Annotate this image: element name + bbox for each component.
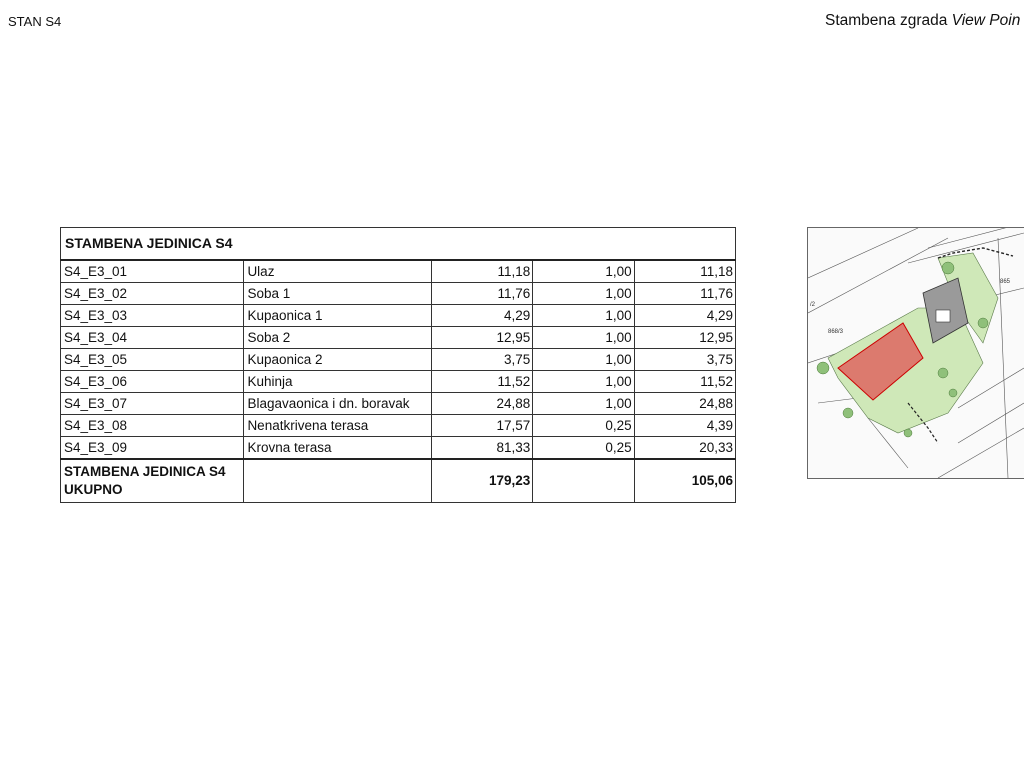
row-code: S4_E3_09: [61, 437, 244, 460]
row-net-area: 4,29: [634, 305, 735, 327]
table-row: [61, 393, 736, 415]
table-row: [61, 371, 736, 393]
row-coefficient: 1,00: [533, 327, 634, 349]
table-row: [61, 415, 736, 437]
total-label-line2: UKUPNO: [64, 482, 123, 497]
building-void: [936, 310, 950, 322]
row-name: Krovna terasa: [244, 437, 432, 460]
row-coefficient: 1,00: [533, 260, 634, 283]
total-net: 105,06: [634, 459, 735, 503]
total-label: [61, 459, 244, 503]
total-label-line1: STAMBENA JEDINICA S4: [64, 464, 226, 479]
total-empty-name: [244, 459, 432, 503]
row-area: 11,18: [431, 260, 532, 283]
row-net-area: 12,95: [634, 327, 735, 349]
site-plan-drawing: [808, 228, 1024, 478]
row-net-area: 3,75: [634, 349, 735, 371]
row-area: 12,95: [431, 327, 532, 349]
table-row: [61, 327, 736, 349]
project-title: [825, 12, 1020, 30]
table-row: [61, 283, 736, 305]
project-title-italic: View Poin: [951, 12, 1021, 29]
area-table: [60, 227, 736, 503]
row-code: S4_E3_03: [61, 305, 244, 327]
row-net-area: 11,52: [634, 371, 735, 393]
row-name: Soba 2: [244, 327, 432, 349]
row-coefficient: 1,00: [533, 283, 634, 305]
table-title-row: [61, 228, 736, 261]
table-row: [61, 260, 736, 283]
row-coefficient: 1,00: [533, 305, 634, 327]
row-area: 17,57: [431, 415, 532, 437]
total-area: 179,23: [431, 459, 532, 503]
row-name: Blagavaonica i dn. boravak: [244, 393, 432, 415]
row-coefficient: 0,25: [533, 415, 634, 437]
row-area: 81,33: [431, 437, 532, 460]
parcel-label-865: 865: [1000, 279, 1011, 285]
row-name: Kupaonica 1: [244, 305, 432, 327]
row-coefficient: 1,00: [533, 371, 634, 393]
table-row: [61, 349, 736, 371]
page-label: STAN S4: [8, 14, 62, 29]
row-name: Soba 1: [244, 283, 432, 305]
row-area: 24,88: [431, 393, 532, 415]
row-code: S4_E3_04: [61, 327, 244, 349]
row-net-area: 11,76: [634, 283, 735, 305]
row-net-area: 4,39: [634, 415, 735, 437]
table-row: [61, 305, 736, 327]
row-name: Ulaz: [244, 260, 432, 283]
row-code: S4_E3_02: [61, 283, 244, 305]
row-area: 11,52: [431, 371, 532, 393]
row-coefficient: 1,00: [533, 393, 634, 415]
row-coefficient: 0,25: [533, 437, 634, 460]
row-net-area: 20,33: [634, 437, 735, 460]
total-empty-coef: [533, 459, 634, 503]
row-name: Kuhinja: [244, 371, 432, 393]
row-net-area: 11,18: [634, 260, 735, 283]
project-title-prefix: Stambena zgrada: [825, 12, 952, 29]
row-net-area: 24,88: [634, 393, 735, 415]
row-coefficient: 1,00: [533, 349, 634, 371]
row-code: S4_E3_07: [61, 393, 244, 415]
total-row: [61, 459, 736, 503]
table-row: [61, 437, 736, 460]
site-plan: [807, 227, 1024, 479]
row-area: 3,75: [431, 349, 532, 371]
parcel-label-2: /2: [810, 302, 816, 308]
parcel-label-868-3: 868/3: [828, 329, 844, 335]
row-code: S4_E3_08: [61, 415, 244, 437]
row-area: 11,76: [431, 283, 532, 305]
table-title: STAMBENA JEDINICA S4: [61, 228, 736, 261]
row-code: S4_E3_06: [61, 371, 244, 393]
row-name: Nenatkrivena terasa: [244, 415, 432, 437]
row-code: S4_E3_01: [61, 260, 244, 283]
row-name: Kupaonica 2: [244, 349, 432, 371]
row-code: S4_E3_05: [61, 349, 244, 371]
row-area: 4,29: [431, 305, 532, 327]
